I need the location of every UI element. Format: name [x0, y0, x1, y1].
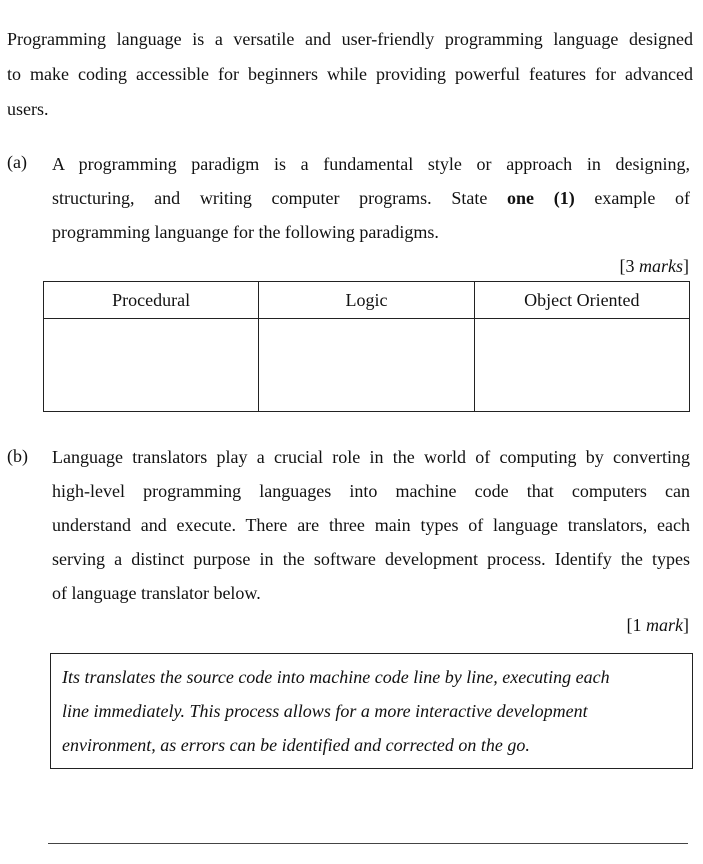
table-header-row — [44, 282, 690, 319]
intro-line-1: Programming language is a versatile and user-friendly programming language designed — [7, 29, 693, 49]
question-b-line-4: serving a distinct purpose in the software development process. Identify the types — [52, 549, 690, 569]
box-line-3: environment, as errors can be identified and corrected on the go. — [62, 735, 530, 755]
box-line-2: line immediately. This process allows for a more interactive development — [62, 701, 588, 721]
answer-line[interactable] — [48, 843, 688, 844]
question-a-marks — [620, 256, 690, 277]
answer-cell-procedural[interactable] — [44, 319, 259, 412]
header-logic: Logic — [259, 282, 474, 319]
question-a-text — [52, 147, 690, 249]
box-line-1: Its translates the source code into machine code line by line, executing each — [62, 667, 610, 687]
question-a-label: (a) — [7, 152, 27, 172]
intro-line-3: users. — [7, 99, 49, 119]
question-b-marks — [627, 615, 690, 636]
question-b-text — [52, 440, 690, 610]
answer-cell-logic[interactable] — [259, 319, 474, 412]
paradigm-table — [43, 281, 690, 412]
translator-description-box — [50, 653, 693, 769]
question-b-label: (b) — [7, 446, 28, 466]
marks-b-open: [1 — [626, 615, 646, 635]
marks-a-word: marks — [639, 256, 683, 276]
marks-b-word: mark — [646, 615, 683, 635]
header-object-oriented: Object Oriented — [474, 282, 689, 319]
question-a-line-2 — [52, 181, 690, 215]
question-b-line-2: high-level programming languages into machine code that computers can — [52, 481, 690, 501]
question-a-line-1: A programming paradigm is a fundamental style or approach in designing, — [52, 154, 690, 174]
question-a-line-3: programming languange for the following paradigms. — [52, 222, 439, 242]
question-a-line-2-post: example of — [594, 188, 691, 208]
question-b-line-5: of language translator below. — [52, 583, 261, 603]
question-b-line-3: understand and execute. There are three main types of language translators, each — [52, 515, 690, 535]
marks-a-open: [3 — [619, 256, 639, 276]
intro-line-2: to make coding accessible for beginners while providing powerful features for advanced — [7, 64, 693, 84]
header-procedural: Procedural — [44, 282, 259, 319]
question-a-line-2-pre: structuring, and writing computer programs. State — [52, 188, 488, 208]
question-a-emphasis: one (1) — [507, 188, 575, 208]
answer-cell-object-oriented[interactable] — [474, 319, 689, 412]
intro-paragraph — [7, 22, 693, 127]
table-answer-row — [44, 319, 690, 412]
question-b-line-1: Language translators play a crucial role in the world of computing by converting — [52, 447, 690, 467]
marks-b-close: ] — [683, 615, 689, 635]
marks-a-close: ] — [683, 256, 689, 276]
